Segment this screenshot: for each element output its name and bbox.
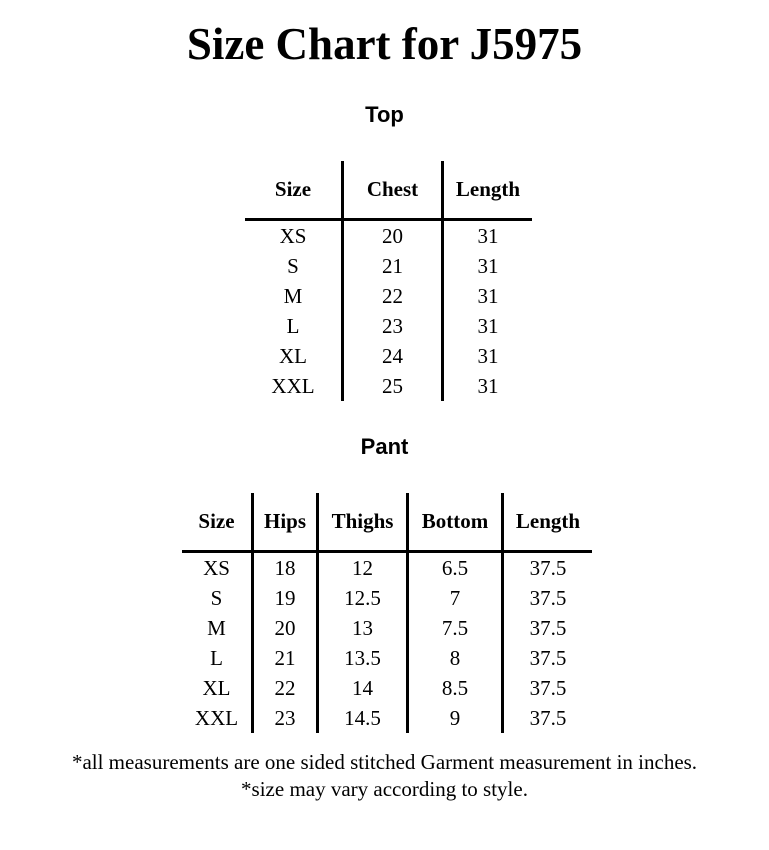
table-cell: L bbox=[286, 313, 300, 338]
table-cell: 23 bbox=[253, 703, 318, 733]
pant-size-table bbox=[182, 493, 592, 733]
table-cell: 31 bbox=[443, 311, 533, 341]
pant-section-title: Pant bbox=[360, 434, 409, 459]
table-cell: 7 bbox=[408, 583, 503, 613]
column-header-bottom: Bottom bbox=[408, 493, 503, 552]
table-row bbox=[245, 251, 532, 281]
column-header-size: Size bbox=[182, 493, 253, 552]
table-cell: 9 bbox=[408, 703, 503, 733]
table-row bbox=[182, 673, 592, 703]
table-cell: 37.5 bbox=[503, 643, 593, 673]
table-row bbox=[182, 643, 592, 673]
table-header-row bbox=[245, 161, 532, 220]
table-cell: XS bbox=[203, 555, 230, 580]
table-cell: XL bbox=[279, 343, 307, 368]
table-cell: 31 bbox=[443, 220, 533, 252]
table-cell: 8.5 bbox=[408, 673, 503, 703]
table-cell: 31 bbox=[443, 341, 533, 371]
table-row bbox=[245, 220, 532, 252]
table-cell: S bbox=[287, 253, 299, 278]
table-row bbox=[182, 552, 592, 584]
table-cell: 12.5 bbox=[318, 583, 408, 613]
column-header-chest: Chest bbox=[343, 161, 443, 220]
table-cell: 14.5 bbox=[318, 703, 408, 733]
table-cell: 31 bbox=[443, 281, 533, 311]
column-header-length: Length bbox=[443, 161, 533, 220]
table-cell: 37.5 bbox=[503, 583, 593, 613]
table-row bbox=[245, 371, 532, 401]
table-row bbox=[245, 281, 532, 311]
table-row bbox=[245, 311, 532, 341]
table-cell: 19 bbox=[253, 583, 318, 613]
table-header-row bbox=[182, 493, 592, 552]
table-cell: XXL bbox=[194, 705, 239, 730]
column-header-size: Size bbox=[245, 161, 343, 220]
table-cell: 31 bbox=[443, 251, 533, 281]
table-cell: 37.5 bbox=[503, 673, 593, 703]
table-cell: 37.5 bbox=[503, 613, 593, 643]
table-cell: 24 bbox=[343, 341, 443, 371]
table-cell: L bbox=[210, 645, 223, 670]
table-cell: 31 bbox=[443, 371, 533, 401]
table-cell: M bbox=[207, 615, 226, 640]
table-cell: 23 bbox=[343, 311, 443, 341]
table-cell: 7.5 bbox=[408, 613, 503, 643]
table-cell: 20 bbox=[343, 220, 443, 252]
table-cell: S bbox=[210, 585, 223, 610]
table-cell: XXL bbox=[271, 373, 315, 398]
table-cell: XS bbox=[279, 223, 307, 248]
table-cell: 22 bbox=[253, 673, 318, 703]
table-cell: 22 bbox=[343, 281, 443, 311]
table-row bbox=[182, 703, 592, 733]
measurement-note: *all measurements are one sided stitched Garment measurement in inches. bbox=[71, 750, 698, 774]
table-cell: 21 bbox=[253, 643, 318, 673]
table-cell: 37.5 bbox=[503, 552, 593, 584]
table-cell: 20 bbox=[253, 613, 318, 643]
table-cell: 25 bbox=[343, 371, 443, 401]
top-size-table bbox=[245, 161, 532, 401]
table-cell: M bbox=[283, 283, 303, 308]
table-cell: 6.5 bbox=[408, 552, 503, 584]
table-cell: 8 bbox=[408, 643, 503, 673]
table-row bbox=[245, 341, 532, 371]
column-header-thighs: Thighs bbox=[318, 493, 408, 552]
table-row bbox=[182, 613, 592, 643]
table-cell: 12 bbox=[318, 552, 408, 584]
size-variation-note: *size may vary according to style. bbox=[241, 777, 528, 801]
table-cell: 21 bbox=[343, 251, 443, 281]
page-title: Size Chart for J5975 bbox=[186, 19, 583, 69]
table-cell: 18 bbox=[253, 552, 318, 584]
table-cell: XL bbox=[202, 675, 231, 700]
table-cell: 13 bbox=[318, 613, 408, 643]
table-row bbox=[182, 583, 592, 613]
top-section-title: Top bbox=[365, 102, 404, 127]
column-header-length: Length bbox=[503, 493, 593, 552]
column-header-hips: Hips bbox=[253, 493, 318, 552]
table-cell: 37.5 bbox=[503, 703, 593, 733]
table-cell: 14 bbox=[318, 673, 408, 703]
table-cell: 13.5 bbox=[318, 643, 408, 673]
